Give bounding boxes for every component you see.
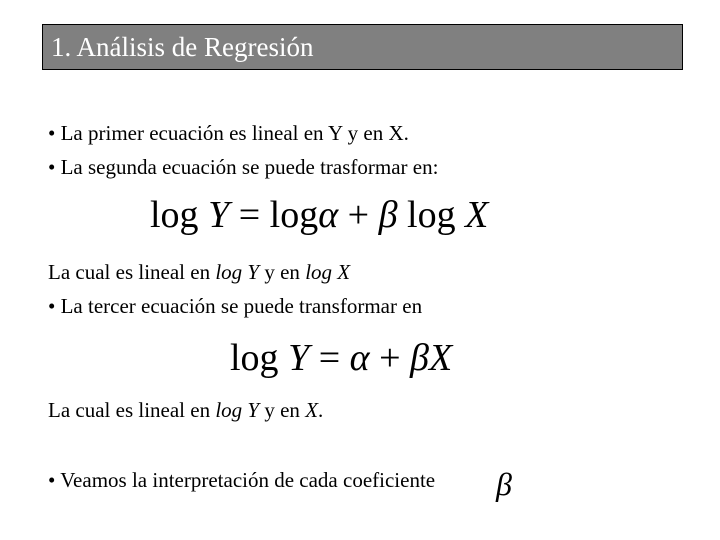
eq1-alpha: α: [318, 194, 339, 236]
title-bar: [42, 24, 683, 70]
eq1-x: X: [465, 194, 489, 236]
line3-log-x: log X: [305, 260, 351, 284]
eq1-log-alpha: log: [269, 194, 319, 236]
bullet-interpretation: • Veamos la interpretación de cada coeficiente: [48, 468, 436, 492]
eq2-alpha: α: [349, 337, 370, 379]
beta-coefficient-symbol: β: [496, 466, 512, 502]
line3-log-y: log Y: [215, 260, 260, 284]
line4-x: X: [305, 398, 319, 422]
eq2-x: X: [428, 337, 453, 379]
line-linear-semi-log: [48, 400, 323, 421]
bullet-third-equation: • La tercer ecuación se puede transformar en: [48, 294, 423, 318]
bullet-second-equation: • La segunda ecuación se puede trasformar en:: [48, 155, 439, 179]
line-linear-log: [48, 262, 350, 283]
eq1-log: log: [150, 194, 199, 236]
eq1-y: Y: [208, 194, 230, 236]
eq1-beta: β: [378, 194, 398, 236]
eq1-equals: =: [229, 194, 270, 236]
line3-prefix: La cual es lineal en: [48, 260, 216, 284]
eq1-plus: +: [338, 194, 379, 236]
line4-end: .: [318, 398, 324, 422]
line4-mid: y en: [259, 398, 306, 422]
eq1-log-x: log: [397, 194, 466, 236]
eq2-y: Y: [288, 337, 310, 379]
line4-log-y: log Y: [215, 398, 260, 422]
bullet-first-equation: • La primer ecuación es lineal en Y y en X.: [48, 121, 409, 145]
eq2-equals: =: [309, 337, 350, 379]
eq2-plus: +: [369, 337, 411, 379]
equation-semi-log: [230, 339, 452, 377]
eq2-log: log: [230, 337, 279, 379]
equation-log-log: [150, 196, 488, 234]
line3-mid: y en: [259, 260, 306, 284]
line4-prefix: La cual es lineal en: [48, 398, 216, 422]
eq2-beta: β: [410, 337, 429, 379]
slide-title: 1. Análisis de Regresión: [51, 32, 314, 62]
